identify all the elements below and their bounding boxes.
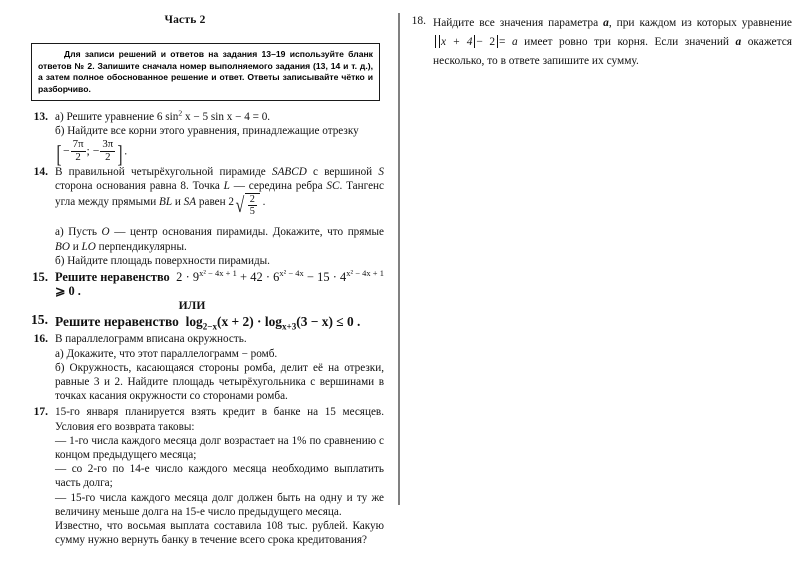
- task-13-interval: [55, 138, 384, 168]
- task-13-body: [55, 108, 384, 168]
- task-17-line-1: 15-го января планируется взять кредит в банке на 15 месяцев. Условия его возврата таковы:: [55, 406, 384, 433]
- task-17-number: 17.: [33, 406, 48, 419]
- t15a-exp1: x² − 4x + 1: [199, 267, 237, 278]
- task-17-condition-3: — 15-го числа каждого месяца долг должен быть на одну и ту же величину меньше долга на 15-е число предыдущего месяца.: [55, 491, 384, 518]
- t14-tail: .: [259, 196, 266, 209]
- task-18: [404, 14, 792, 71]
- t18-eq-tail: =: [499, 36, 512, 48]
- t14-a1: а) Пусть: [55, 226, 102, 239]
- task-15a-statement: [55, 267, 384, 299]
- t18-s2: , при каждом из которых уравнение: [608, 17, 792, 29]
- t14-sqrt-expression: [234, 193, 260, 217]
- task-15-logarithmic: [22, 312, 384, 333]
- task-17-question: Известно, что восьмая выплата составила 108 тыс. рублей. Какую сумму нужно вернуть банку в течение всего срока кредитования?: [55, 520, 384, 547]
- t14-s4: — середина ребра: [229, 179, 327, 192]
- task-14: [22, 165, 384, 268]
- task-13: [22, 108, 384, 168]
- t14-center-o: O: [101, 226, 110, 239]
- task-15a-number: 15.: [32, 269, 48, 284]
- t14-sqrt-den: 5: [249, 206, 255, 218]
- task-14-part-a: [55, 225, 384, 253]
- task-15-exponential: [22, 267, 384, 299]
- interval-num-1: 7π: [72, 138, 84, 151]
- t14-edge-sc: SC: [326, 179, 340, 192]
- t14-line-lo: LO: [81, 240, 96, 253]
- t15a-exp3: x² − 4x + 1: [346, 267, 384, 278]
- left-bracket-icon: [: [56, 141, 62, 168]
- t15a-relation: ⩾ 0 .: [55, 284, 81, 299]
- task-list: [22, 110, 384, 548]
- task-16-part-a: а) Докажите, что этот параллелограмм − ромб.: [55, 347, 278, 360]
- interval-expression: [55, 138, 128, 168]
- t14-line-bl: BL: [159, 196, 173, 209]
- task-16-body: [55, 332, 384, 403]
- abs-bar-outer-right: [497, 35, 498, 48]
- task-13-a-rest: x − 5 sin x − 4 = 0.: [182, 111, 271, 123]
- interval-num-2: 3π: [102, 138, 114, 151]
- task-17-condition-1: — 1-го числа каждого месяца долг возрастает на 1% по сравнению с концом предыдущего месяца;: [55, 434, 384, 462]
- t15a-plus: + 42 · 6: [236, 269, 280, 284]
- task-13-part-a: [55, 110, 384, 124]
- or-separator: ИЛИ: [178, 299, 206, 313]
- t15a-label: Решите неравенство: [55, 269, 170, 284]
- task-18-body: [433, 14, 792, 71]
- radical-icon: √: [235, 193, 245, 218]
- left-column: [0, 0, 396, 566]
- t15a-term1: 2 · 9: [176, 269, 200, 284]
- task-14-body: [55, 165, 384, 268]
- t14-fraction: [248, 194, 257, 217]
- t14-apex-label: S: [378, 165, 384, 178]
- t14-point-l: L: [223, 179, 230, 192]
- interval-den-1: 2: [75, 151, 81, 164]
- t14-s2: с вершиной: [306, 165, 379, 178]
- task-17-body: [55, 405, 384, 547]
- task-15b-body: [55, 313, 384, 333]
- t14-a4: перпендикулярны.: [95, 240, 187, 253]
- t14-line-sa: SA: [183, 196, 197, 209]
- t15b-log1-arg: (x + 2): [217, 314, 254, 330]
- task-18-statement: [433, 14, 792, 71]
- t15a-exp2: x² − 4x: [279, 267, 304, 278]
- t18-eq-mid: − 2: [476, 36, 496, 48]
- interval-sign-2: ; −: [86, 144, 100, 158]
- task-16-intro: В параллелограмм вписана окружность.: [55, 333, 247, 346]
- abs-bar-inner-left: [439, 35, 440, 48]
- t14-a2: — центр основания пирамиды. Докажите, что прямые: [109, 226, 384, 239]
- task-15b-statement: [55, 313, 384, 333]
- task-17-condition-2: — со 2-го по 14-е число каждого месяца необходимо выплатить часть долга;: [55, 463, 384, 490]
- t14-s1: В правильной четырёхугольной пирамиде: [55, 165, 272, 178]
- t15b-expression: [185, 314, 361, 333]
- t14-s5: . Тангенс угла между прямыми: [55, 179, 384, 209]
- t18-param-a-1: a: [603, 17, 609, 29]
- interval-fraction-1: [71, 139, 86, 163]
- t18-eq-param: a: [511, 36, 518, 48]
- task-13-a-exponent: 2: [178, 108, 183, 118]
- t14-sqrt-num: 2: [249, 194, 255, 206]
- t15b-log1: log: [185, 314, 203, 330]
- abs-bar-inner-right: [474, 35, 475, 48]
- task-13-part-b: б) Найдите все корни этого уравнения, принадлежащие отрезку: [55, 125, 359, 138]
- page-title: Часть 2: [164, 14, 206, 26]
- t18-s3: имеет ровно три корня. Если значений: [517, 36, 736, 48]
- task-14-number: 14.: [33, 165, 48, 178]
- task-14-part-b: б) Найдите площадь поверхности пирамиды.: [55, 254, 270, 267]
- t14-s3: сторона основания равна 8. Точка: [55, 179, 224, 192]
- t18-s4: окажется несколько, то в ответе запишите их сумму.: [433, 36, 793, 67]
- task-13-a-prefix: а) Решите уравнение 6 sin: [55, 111, 179, 123]
- interval-den-2: 2: [105, 151, 111, 164]
- instruction-box: [31, 43, 380, 101]
- right-column: [404, 0, 792, 71]
- t14-radicand: [245, 193, 260, 217]
- task-15a-body: [55, 267, 384, 299]
- t14-pyramid-label: SABCD: [272, 165, 307, 178]
- t14-a3: и: [69, 240, 82, 253]
- task-16: [22, 332, 384, 403]
- instruction-text: Для записи решений и ответов на задания 13–19 используйте бланк ответов № 2. Запишите сначала номер выполняемого задания (13, 14 и т. д.), а затем полное обоснованное решение и ответ. Ответы записывайте чётко и разборчиво.: [38, 49, 373, 94]
- task-16-part-b: б) Окружность, касающаяся стороны ромба, делит её на отрезки, равные 3 и 2. Найдите площадь четырёхугольника с вершинами в точках касания окружности со сторонами ромба.: [55, 361, 384, 403]
- t15b-log2: log: [264, 314, 282, 330]
- t14-s6: и: [172, 196, 184, 209]
- interval-tail: .: [124, 144, 128, 158]
- interval-fraction-2: [100, 139, 115, 163]
- interval-sign-1: −: [63, 144, 70, 158]
- t18-equation: [433, 36, 518, 48]
- right-bracket-icon: ]: [117, 141, 123, 168]
- t15b-log1-base: 2−x: [202, 322, 218, 333]
- t18-param-a-2: a: [735, 36, 742, 48]
- t18-s1: Найдите все значения параметра: [433, 17, 604, 29]
- column-divider: [398, 13, 400, 505]
- t15b-relation: ≤ 0 .: [332, 314, 361, 330]
- task-16-number: 16.: [33, 333, 48, 346]
- task-17: [22, 405, 384, 547]
- abs-bar-outer-left: [435, 35, 436, 48]
- t18-eq-inner: x + 4: [441, 36, 473, 48]
- t15b-label: Решите неравенство: [55, 314, 179, 330]
- task-13-number: 13.: [33, 111, 48, 123]
- t14-line-bo: BO: [55, 240, 70, 253]
- t15b-log2-arg: (3 − x): [296, 314, 333, 330]
- t15b-dot: ·: [253, 314, 265, 330]
- t15b-log2-base: x+3: [281, 322, 297, 333]
- task-14-statement: [55, 165, 384, 218]
- task-18-number: 18.: [411, 15, 426, 27]
- t15a-minus: − 15 · 4: [303, 269, 347, 284]
- task-15b-number: 15.: [31, 312, 48, 328]
- t14-s7: равен 2: [196, 196, 235, 209]
